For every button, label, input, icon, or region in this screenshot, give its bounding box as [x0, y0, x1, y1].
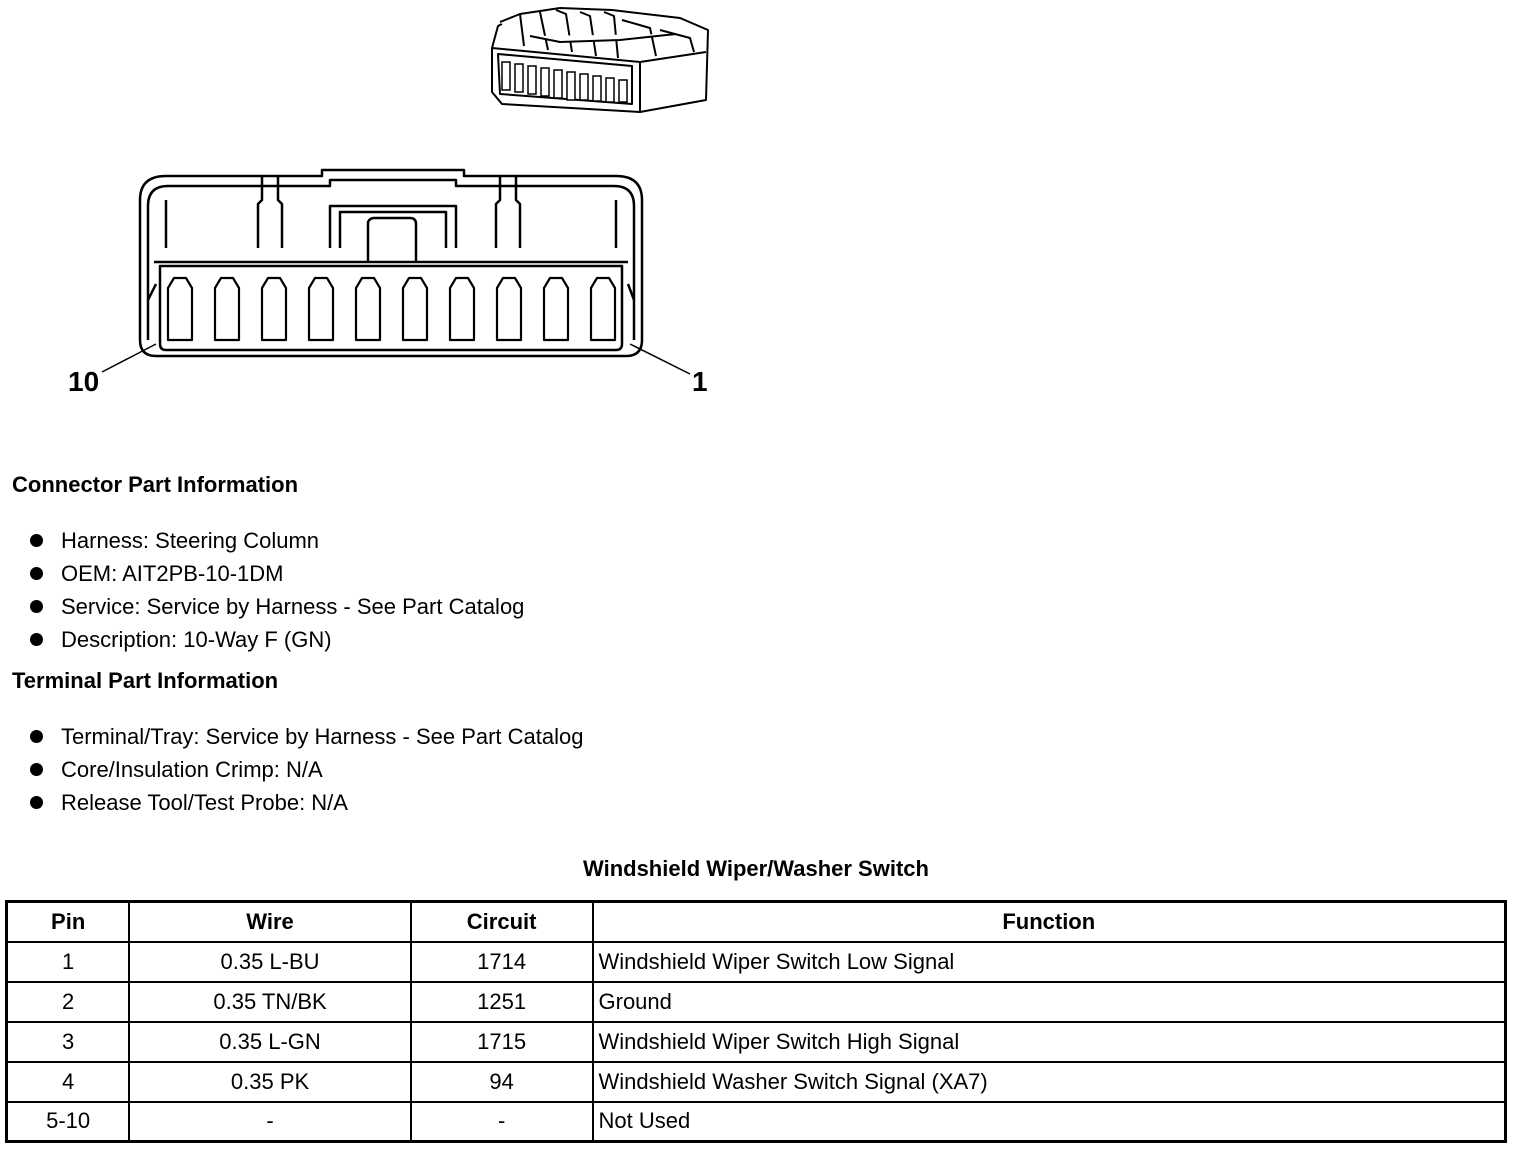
pin-label-1: 1: [692, 366, 708, 397]
list-item: [30, 524, 524, 557]
bullet-icon: [30, 763, 43, 776]
wire-cell: 0.35 TN/BK: [129, 982, 410, 1022]
bullet-icon: [30, 796, 43, 809]
circuit-cell: 1251: [411, 982, 593, 1022]
list-item: [30, 590, 524, 623]
connector-diagram: [0, 0, 760, 420]
list-item: [30, 753, 584, 786]
table-row: [7, 1022, 1506, 1062]
list-item: [30, 557, 524, 590]
wire-cell: 0.35 L-GN: [129, 1022, 410, 1062]
column-header-function: Function: [593, 902, 1506, 942]
table-row: [7, 982, 1506, 1022]
pin-cell: 1: [7, 942, 130, 982]
bullet-icon: [30, 534, 43, 547]
list-item: [30, 720, 584, 753]
list-item: [30, 623, 524, 656]
connector-info-heading: Connector Part Information: [12, 472, 299, 497]
wire-cell: -: [129, 1102, 410, 1142]
function-cell: Windshield Wiper Switch Low Signal: [593, 942, 1506, 982]
connector-info-item: OEM: AIT2PB-10-1DM: [61, 561, 284, 586]
circuit-cell: -: [411, 1102, 593, 1142]
function-cell: Ground: [593, 982, 1506, 1022]
wire-cell: 0.35 PK: [129, 1062, 410, 1102]
terminal-info-item: Release Tool/Test Probe: N/A: [61, 790, 348, 815]
pin-label-10: 10: [68, 366, 100, 397]
wire-cell: 0.35 L-BU: [129, 942, 410, 982]
terminal-info-item: Terminal/Tray: Service by Harness - See Part Catalog: [61, 724, 584, 749]
connector-info-item: Service: Service by Harness - See Part Catalog: [61, 594, 525, 619]
terminal-info-list: [30, 720, 584, 819]
table-row: [7, 942, 1506, 982]
bullet-icon: [30, 633, 43, 646]
function-cell: Windshield Washer Switch Signal (XA7): [593, 1062, 1506, 1102]
bullet-icon: [30, 600, 43, 613]
pin-cell: 2: [7, 982, 130, 1022]
pin-cell: 5-10: [7, 1102, 130, 1142]
table-row: [7, 1062, 1506, 1102]
table-row: [7, 1102, 1506, 1142]
connector-info-list: [30, 524, 524, 656]
terminal-info-item: Core/Insulation Crimp: N/A: [61, 757, 323, 782]
table-header-row: [7, 902, 1506, 942]
circuit-cell: 1715: [411, 1022, 593, 1062]
circuit-cell: 1714: [411, 942, 593, 982]
connector-cavities: [168, 278, 615, 340]
function-cell: Windshield Wiper Switch High Signal: [593, 1022, 1506, 1062]
circuit-cell: 94: [411, 1062, 593, 1102]
bullet-icon: [30, 730, 43, 743]
pin-cell: 3: [7, 1022, 130, 1062]
connector-info-item: Description: 10-Way F (GN): [61, 627, 332, 652]
bullet-icon: [30, 567, 43, 580]
column-header-wire: Wire: [129, 902, 410, 942]
column-header-circuit: Circuit: [411, 902, 593, 942]
pinout-table: [5, 900, 1507, 1143]
pin-cell: 4: [7, 1062, 130, 1102]
terminal-info-heading: Terminal Part Information: [12, 668, 279, 693]
column-header-pin: Pin: [7, 902, 130, 942]
list-item: [30, 786, 584, 819]
connector-info-item: Harness: Steering Column: [61, 528, 320, 553]
table-title: Windshield Wiper/Washer Switch: [583, 856, 929, 881]
function-cell: Not Used: [593, 1102, 1506, 1142]
pin-leader-lines: [102, 344, 690, 374]
